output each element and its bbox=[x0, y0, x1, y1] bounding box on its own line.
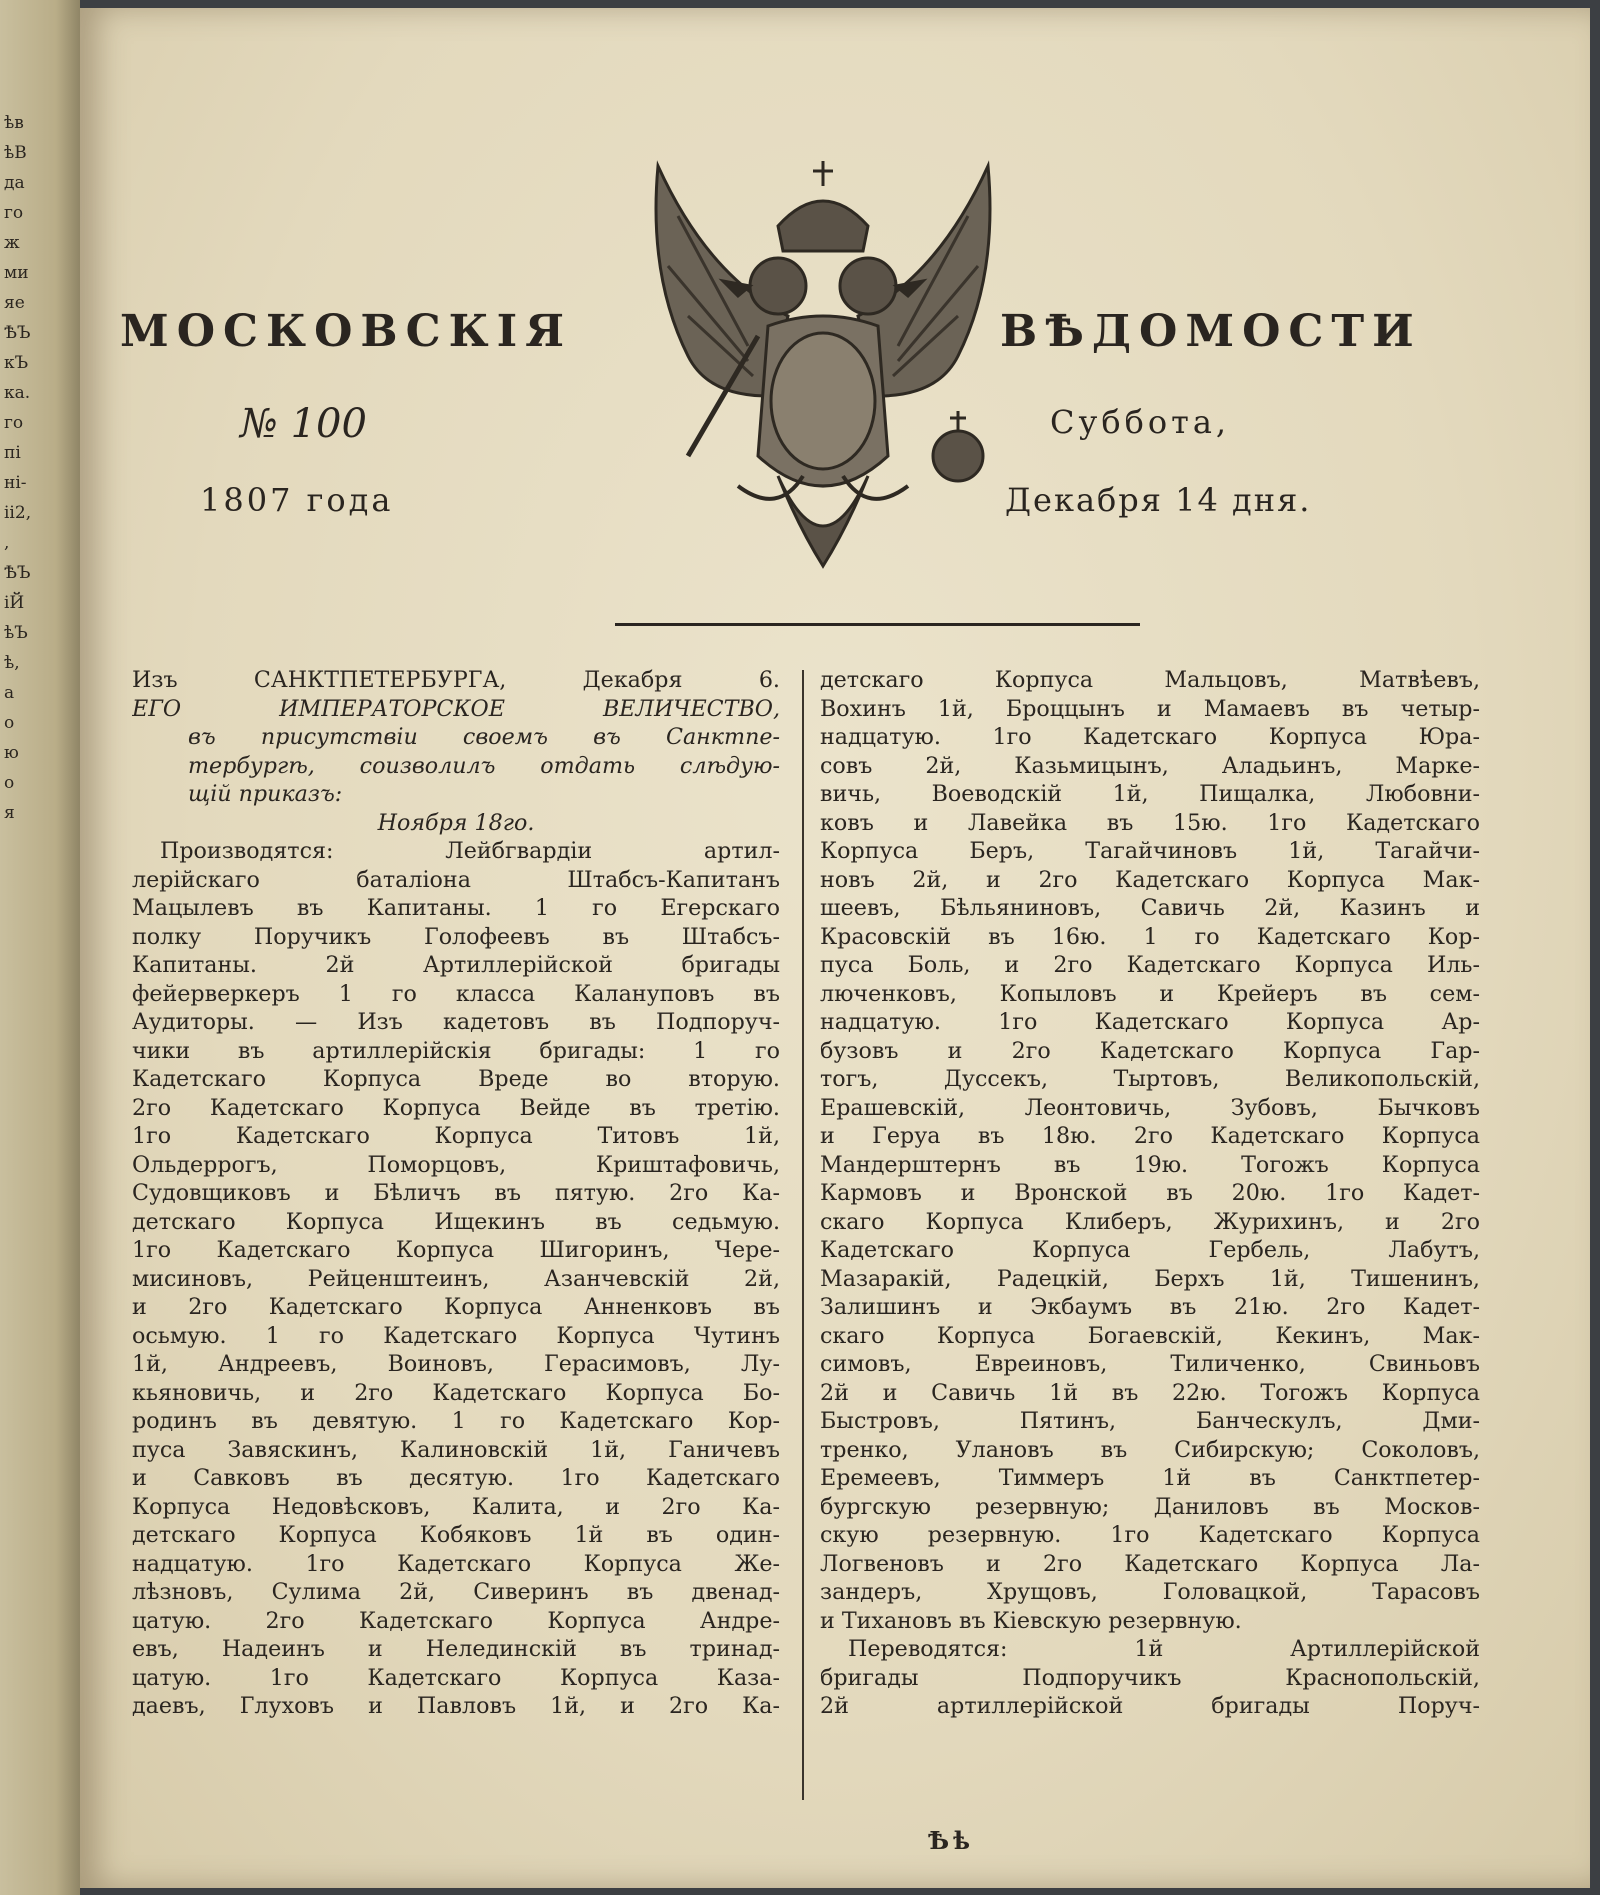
binding-fragment: ѣв bbox=[4, 113, 24, 133]
article-line: тербургѣ, соизволилъ отдать слѣдую- bbox=[188, 752, 780, 779]
article-line: и Савковъ въ десятую. 1го Кадетскаго bbox=[132, 1465, 780, 1491]
binding-fragment: ми bbox=[4, 263, 29, 283]
article-line: цатую. 2го Кадетскаго Корпуса Андре- bbox=[132, 1607, 780, 1634]
article-line: и Геруа въ 18ю. 2го Кадетскаго Корпуса bbox=[820, 1123, 1480, 1149]
article-line: полку Поручикъ Голофеевъ въ Штабсъ- bbox=[132, 923, 780, 950]
binding-fragment: о bbox=[4, 713, 15, 733]
binding-fragment: го bbox=[4, 413, 24, 433]
column-divider bbox=[802, 670, 804, 1800]
article-line: Кадетскаго Корпуса Вреде во вторую. bbox=[132, 1066, 780, 1092]
article-line: скую резервную. 1го Кадетскаго Корпуса bbox=[820, 1522, 1480, 1548]
binding-fragment: я bbox=[4, 803, 15, 823]
article-line: и 2го Кадетскаго Корпуса Анненковъ въ bbox=[132, 1294, 780, 1320]
article-line: Аудиторы. — Изъ кадетовъ въ Подпоруч- bbox=[132, 1009, 780, 1035]
article-line: и Тихановъ въ Кіевскую резервную. bbox=[820, 1607, 1242, 1634]
newspaper-page bbox=[80, 8, 1590, 1888]
article-line: ЕГО ИМПЕРАТОРСКОЕ ВЕЛИЧЕСТВО, bbox=[132, 695, 780, 722]
article-line: въ присутствіи своемъ въ Санктпе- bbox=[188, 724, 780, 750]
article-line: ковъ и Лавейка въ 15ю. 1го Кадетскаго bbox=[820, 809, 1480, 836]
article-line: вичь, Воеводскій 1й, Пищалка, Любовни- bbox=[820, 781, 1480, 807]
double-headed-eagle-emblem bbox=[628, 156, 1018, 586]
binding-fragment: да bbox=[4, 173, 25, 193]
binding-fragment: го bbox=[4, 203, 24, 223]
article-line: Мандерштернъ въ 19ю. Тогожъ Корпуса bbox=[820, 1151, 1480, 1178]
binding-fragment: ѢЪ bbox=[4, 323, 31, 343]
article-line: Логвеновъ и 2го Кадетскаго Корпуса Ла- bbox=[820, 1550, 1480, 1577]
binding-fragment: а bbox=[4, 683, 15, 703]
article-line: скаго Корпуса Клиберъ, Журихинъ, и 2го bbox=[820, 1208, 1480, 1235]
binding-fragment: кЪ bbox=[4, 353, 29, 373]
article-line: Судовщиковъ и Бѣличъ въ пятую. 2го Ка- bbox=[132, 1180, 780, 1206]
binding-fragment: ѣ, bbox=[4, 653, 20, 673]
article-line: мисиновъ, Рейценштеинъ, Азанчевскій 2й, bbox=[132, 1265, 780, 1292]
article-line: родинъ въ девятую. 1 го Кадетскаго Кор- bbox=[132, 1408, 780, 1434]
article-line: детскаго Корпуса Ищекинъ въ седьмую. bbox=[132, 1208, 780, 1235]
article-line: 1го Кадетскаго Корпуса Шигоринъ, Чере- bbox=[132, 1237, 780, 1263]
article-line: даевъ, Глуховъ и Павловъ 1й, и 2го Ка- bbox=[132, 1693, 780, 1719]
article-line: надцатую. 1го Кадетскаго Корпуса Же- bbox=[132, 1550, 780, 1577]
article-line: кьяновичь, и 2го Кадетскаго Корпуса Бо- bbox=[132, 1379, 780, 1406]
article-line: Мацылевъ въ Капитаны. 1 го Егерскаго bbox=[132, 895, 780, 921]
binding-fragment: ѢЪ bbox=[4, 563, 31, 583]
article-line: новъ 2й, и 2го Кадетскаго Корпуса Мак- bbox=[820, 866, 1480, 893]
article-line: пуса Боль, и 2го Кадетскаго Корпуса Иль- bbox=[820, 952, 1480, 978]
binding-fragment: , bbox=[4, 533, 10, 553]
column-right bbox=[820, 666, 1480, 1721]
article-line: пуса Завяскинъ, Калиновскій 1й, Ганичевъ bbox=[132, 1436, 780, 1463]
masthead-title-left: МОСКОВСКІЯ bbox=[120, 306, 573, 357]
masthead-rule bbox=[615, 623, 1140, 626]
issue-date: Декабря 14 дня. bbox=[1005, 481, 1312, 519]
article-line: надцатую. 1го Кадетскаго Корпуса Юра- bbox=[820, 724, 1480, 750]
masthead-title-right: ВѢДОМОСТИ bbox=[1000, 306, 1422, 357]
issue-number: № 100 bbox=[240, 401, 367, 447]
binding-fragment: ѣЪ bbox=[4, 623, 28, 643]
article-line: симовъ, Евреиновъ, Тиличенко, Свиньовъ bbox=[820, 1351, 1480, 1377]
article-line: Ольдеррогъ, Поморцовъ, Криштафовичь, bbox=[132, 1151, 780, 1178]
article-line: евъ, Надеинъ и Нелединскій въ тринад- bbox=[132, 1636, 780, 1662]
article-line: осьмую. 1 го Кадетскаго Корпуса Чутинъ bbox=[132, 1322, 780, 1349]
article-line: Капитаны. 2й Артиллерійской бригады bbox=[132, 952, 780, 978]
article-line: Кадетскаго Корпуса Гербель, Лабутъ, bbox=[820, 1237, 1480, 1263]
binding-fragment: ю bbox=[4, 743, 19, 763]
article-line: бригады Подпоручикъ Краснопольскій, bbox=[820, 1664, 1480, 1691]
article-line: Корпуса Беръ, Тагайчиновъ 1й, Тагайчи- bbox=[820, 838, 1480, 864]
binding-fragment: ж bbox=[4, 233, 20, 253]
binding-fragment: іі2, bbox=[4, 503, 32, 523]
article-line: Корпуса Недовѣсковъ, Калита, и 2го Ка- bbox=[132, 1493, 780, 1520]
article-line: Ерашевскій, Леонтовичь, Зубовъ, Бычковъ bbox=[820, 1094, 1480, 1121]
article-line: Ноября 18го. bbox=[377, 809, 535, 836]
article-line: бургскую резервную; Даниловъ въ Москов- bbox=[820, 1493, 1480, 1520]
binding-fragment: ка. bbox=[4, 383, 31, 403]
article-line: Кармовъ и Вронской въ 20ю. 1го Кадет- bbox=[820, 1180, 1480, 1206]
article-line: детскаго Корпуса Мальцовъ, Матвѣевъ, bbox=[820, 667, 1480, 693]
article-line: цатую. 1го Кадетскаго Корпуса Каза- bbox=[132, 1664, 780, 1691]
article-line: бузовъ и 2го Кадетскаго Корпуса Гар- bbox=[820, 1037, 1480, 1064]
article-line: зандеръ, Хрущовъ, Головацкой, Тарасовъ bbox=[820, 1579, 1480, 1605]
article-line: тогъ, Дуссекъ, Тыртовъ, Великопольскій, bbox=[820, 1066, 1480, 1092]
binding-fragment: ѣВ bbox=[4, 143, 27, 163]
article-line: скаго Корпуса Богаевскій, Кекинъ, Мак- bbox=[820, 1322, 1480, 1349]
catchword: Ѣѣ bbox=[928, 1826, 975, 1855]
article-line: 1го Кадетскаго Корпуса Титовъ 1й, bbox=[132, 1123, 780, 1149]
article-line: Быстровъ, Пятинъ, Банческулъ, Дми- bbox=[820, 1408, 1480, 1434]
binding-fragment: яе bbox=[4, 293, 25, 313]
article-line: надцатую. 1го Кадетскаго Корпуса Ар- bbox=[820, 1009, 1480, 1035]
binding-fragment: о bbox=[4, 773, 15, 793]
article-line: Красовскій въ 16ю. 1 го Кадетскаго Кор- bbox=[820, 923, 1480, 950]
binding-fragment: пі bbox=[4, 443, 21, 463]
binding-fragment: ні- bbox=[4, 473, 27, 493]
article-line: 1й, Андреевъ, Воиновъ, Герасимовъ, Лу- bbox=[132, 1351, 780, 1377]
article-line: Вохинъ 1й, Броццынъ и Мамаевъ въ четыр- bbox=[820, 695, 1480, 722]
article-line: чики въ артиллерійскія бригады: 1 го bbox=[132, 1037, 780, 1064]
article-line: щій приказъ: bbox=[188, 781, 343, 807]
article-line: фейерверкеръ 1 го класса Калануповъ въ bbox=[132, 980, 780, 1007]
article-line: 2й и Савичь 1й въ 22ю. Тогожъ Корпуса bbox=[820, 1379, 1480, 1406]
binding-fragment: іЙ bbox=[4, 593, 25, 613]
column-left bbox=[132, 666, 780, 1721]
article-line: Переводятся: 1й Артиллерійской bbox=[848, 1636, 1480, 1662]
article-line: 2го Кадетскаго Корпуса Вейде въ третію. bbox=[132, 1094, 780, 1121]
weekday: Суббота, bbox=[1050, 403, 1231, 441]
adjacent-page-binding bbox=[0, 0, 80, 1895]
article-line: люченковъ, Копыловъ и Крейеръ въ сем- bbox=[820, 980, 1480, 1007]
article-line: Мазаракій, Радецкій, Берхъ 1й, Тишенинъ, bbox=[820, 1265, 1480, 1292]
article-line: совъ 2й, Казьмицынъ, Аладьинъ, Марке- bbox=[820, 752, 1480, 779]
article-line: лерійскаго баталіона Штабсъ-Капитанъ bbox=[132, 866, 780, 893]
article-line: Производятся: Лейбгвардіи артил- bbox=[160, 838, 780, 864]
issue-year: 1807 года bbox=[200, 481, 394, 519]
article-line: 2й артиллерійской бригады Поруч- bbox=[820, 1693, 1480, 1719]
article-line: тренко, Улановъ въ Сибирскую; Соколовъ, bbox=[820, 1436, 1480, 1463]
article-line: детскаго Корпуса Кобяковъ 1й въ один- bbox=[132, 1522, 780, 1548]
article-line: Залишинъ и Экбаумъ въ 21ю. 2го Кадет- bbox=[820, 1294, 1480, 1320]
article-line: шеевъ, Бѣльяниновъ, Савичь 2й, Казинъ и bbox=[820, 895, 1480, 921]
article-line: Изъ САНКТПЕТЕРБУРГА, Декабря 6. bbox=[132, 667, 780, 693]
article-line: Еремеевъ, Тиммеръ 1й въ Санктпетер- bbox=[820, 1465, 1480, 1491]
article-line: лѣзновъ, Сулима 2й, Сиверинъ въ двенад- bbox=[132, 1579, 780, 1605]
